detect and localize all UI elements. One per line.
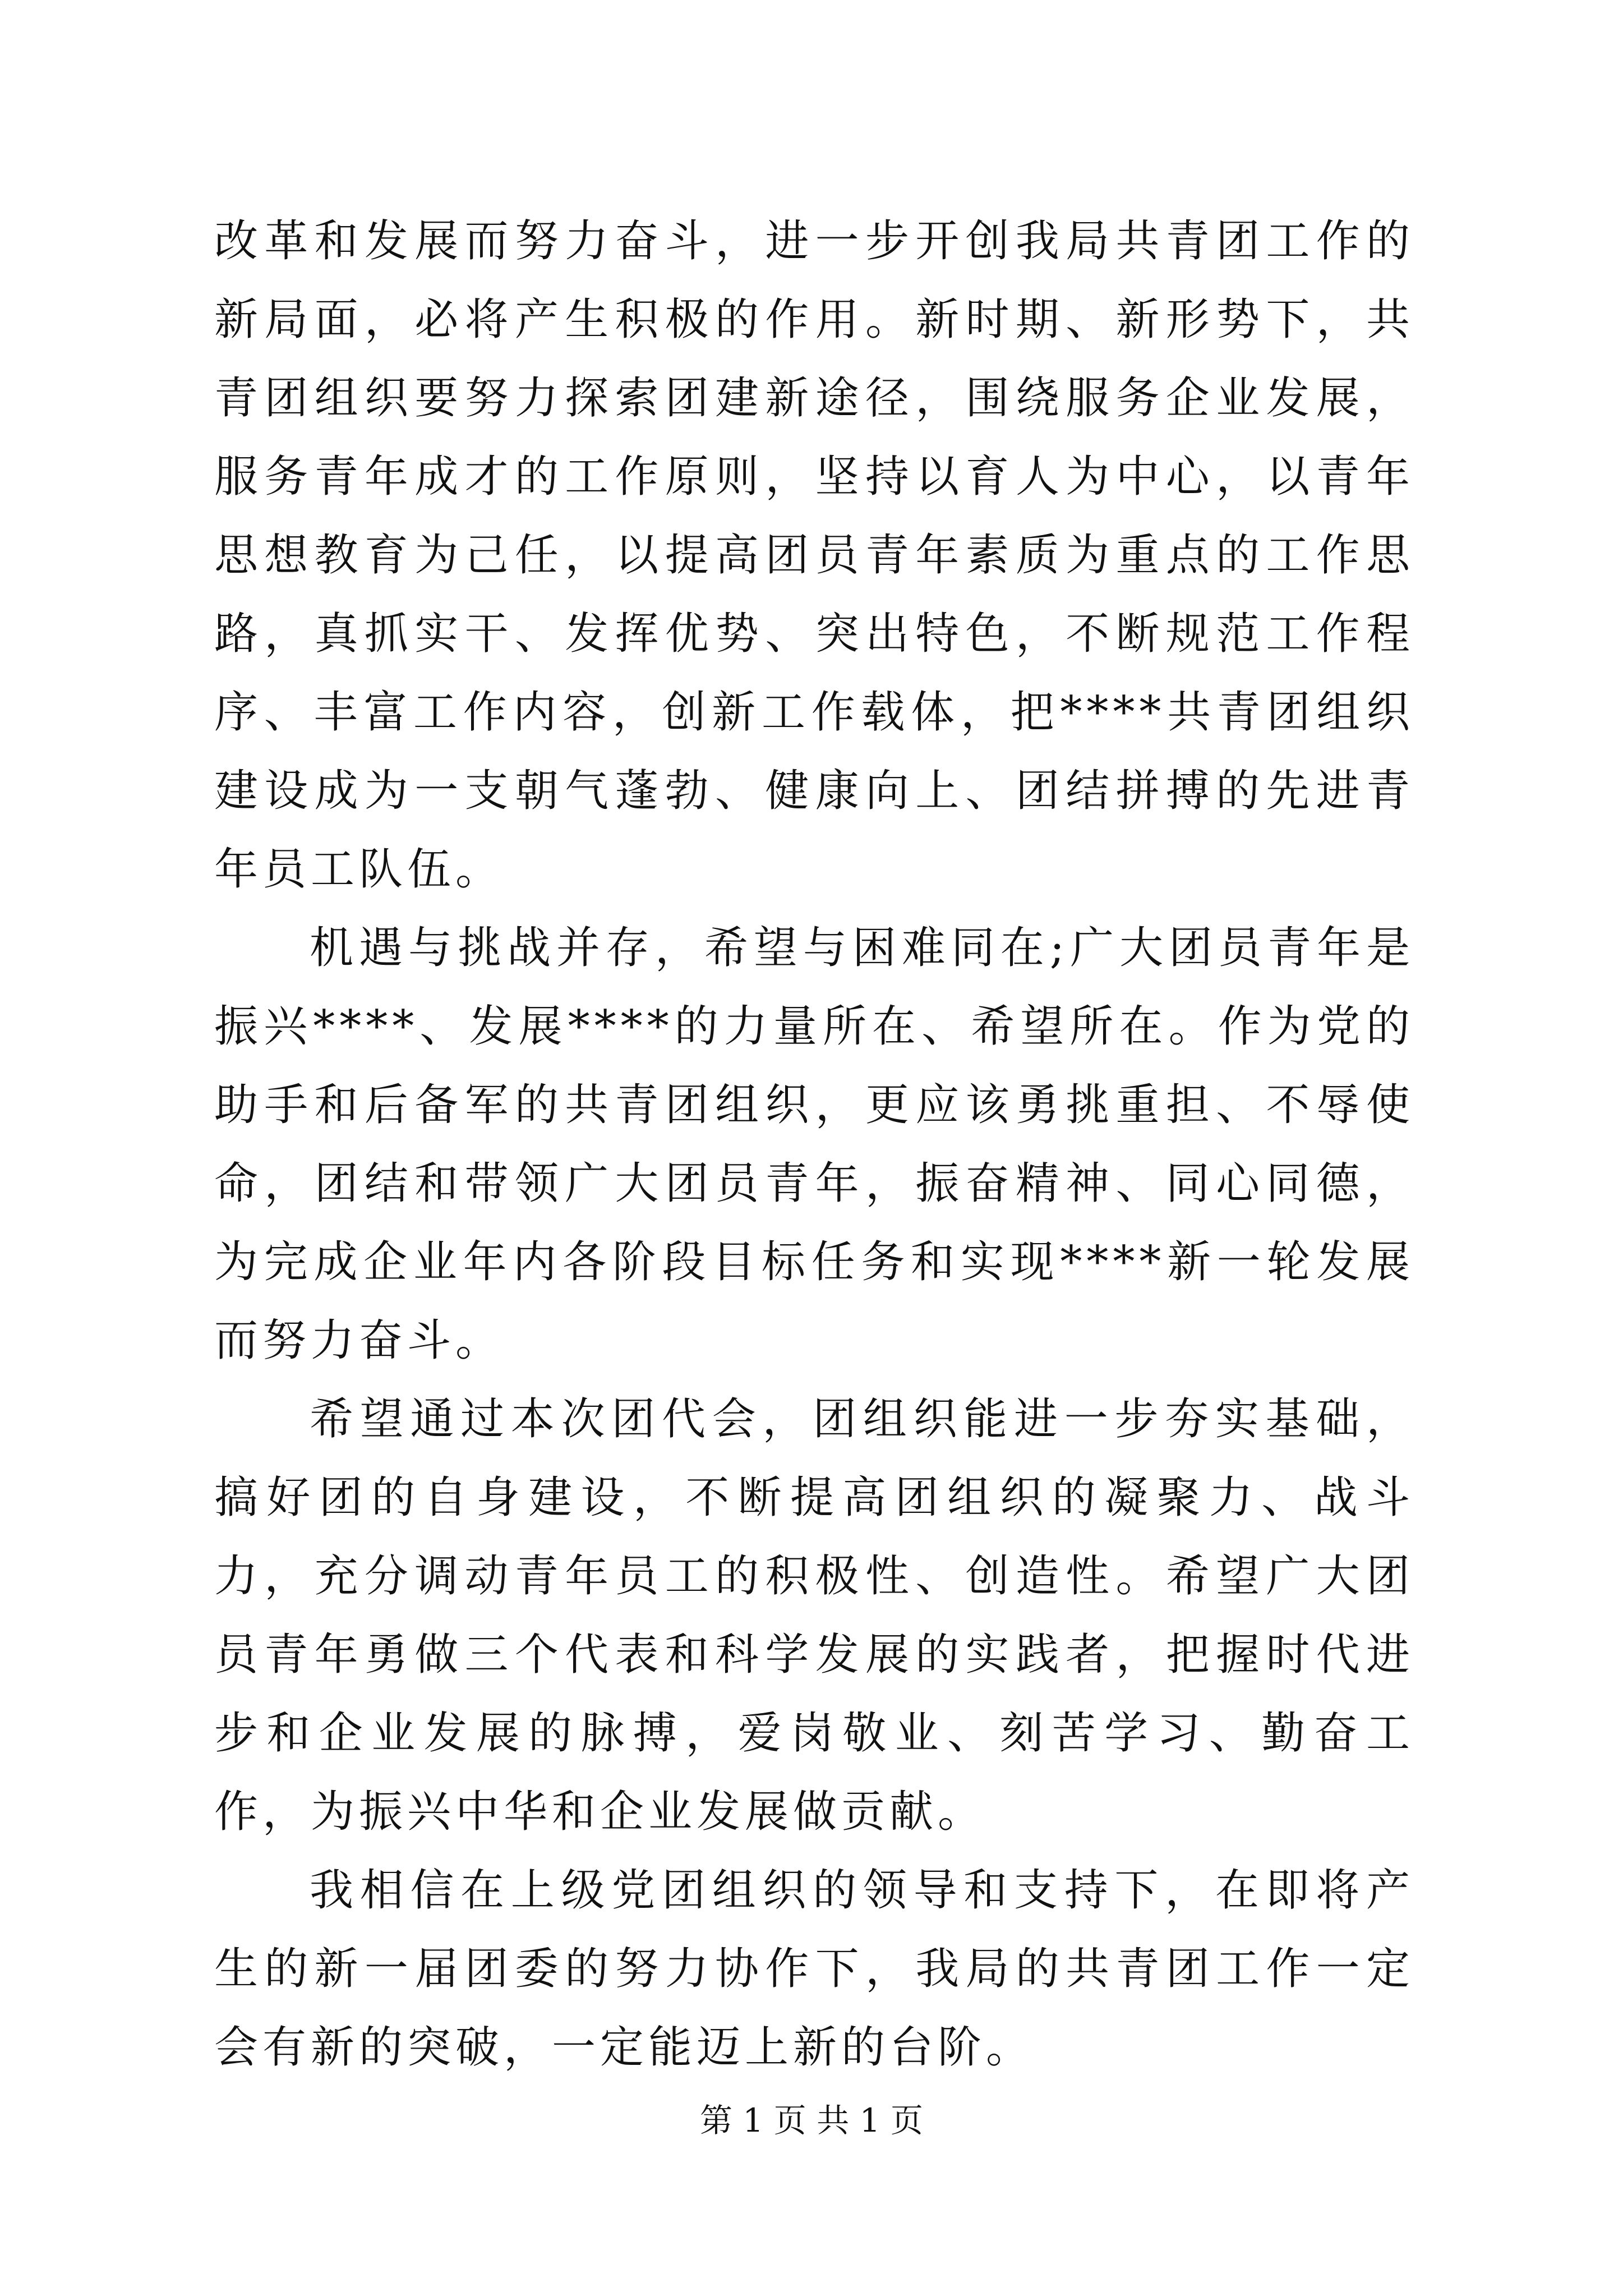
paragraph-opportunity-challenge: 机遇与挑战并存，希望与困难同在;广大团员青年是振兴****、发展****的力量所在、希望所在。作为党的助手和后备军的共青团组织，更应该勇挑重担、不辱使命，团结和带领广大团员青年，振奋精神、同心同德，为完成企业年内各阶段目标任务和实现****新一轮发展而努力奋斗。: [214, 923, 1414, 1366]
paragraph-conclusion: 我相信在上级党团组织的领导和支持下，在即将产生的新一届团委的努力协作下，我局的共青团工作一定会有新的突破，一定能迈上新的台阶。: [214, 1865, 1414, 2073]
document-body: [214, 202, 1414, 2087]
page-number-footer: 第 1 页 共 1 页: [700, 2101, 923, 2139]
paragraph-continued: 改革和发展而努力奋斗，进一步开创我局共青团工作的新局面，必将产生积极的作用。新时期、新形势下，共青团组织要努力探索团建新途径，围绕服务企业发展，服务青年成才的工作原则，坚持以育人为中心，以青年思想教育为己任，以提高团员青年素质为重点的工作思路，真抓实干、发挥优势、突出特色，不断规范工作程序、丰富工作内容，创新工作载体，把****共青团组织建设成为一支朝气蓬勃、健康向上、团结拼搏的先进青年员工队伍。: [214, 216, 1414, 895]
paragraph-hope-congress: 希望通过本次团代会，团组织能进一步夯实基础，搞好团的自身建设，不断提高团组织的凝聚力、战斗力，充分调动青年员工的积极性、创造性。希望广大团员青年勇做三个代表和科学发展的实践者，把握时代进步和企业发展的脉搏，爱岗敬业、刻苦学习、勤奋工作，为振兴中华和企业发展做贡献。: [214, 1394, 1414, 1837]
